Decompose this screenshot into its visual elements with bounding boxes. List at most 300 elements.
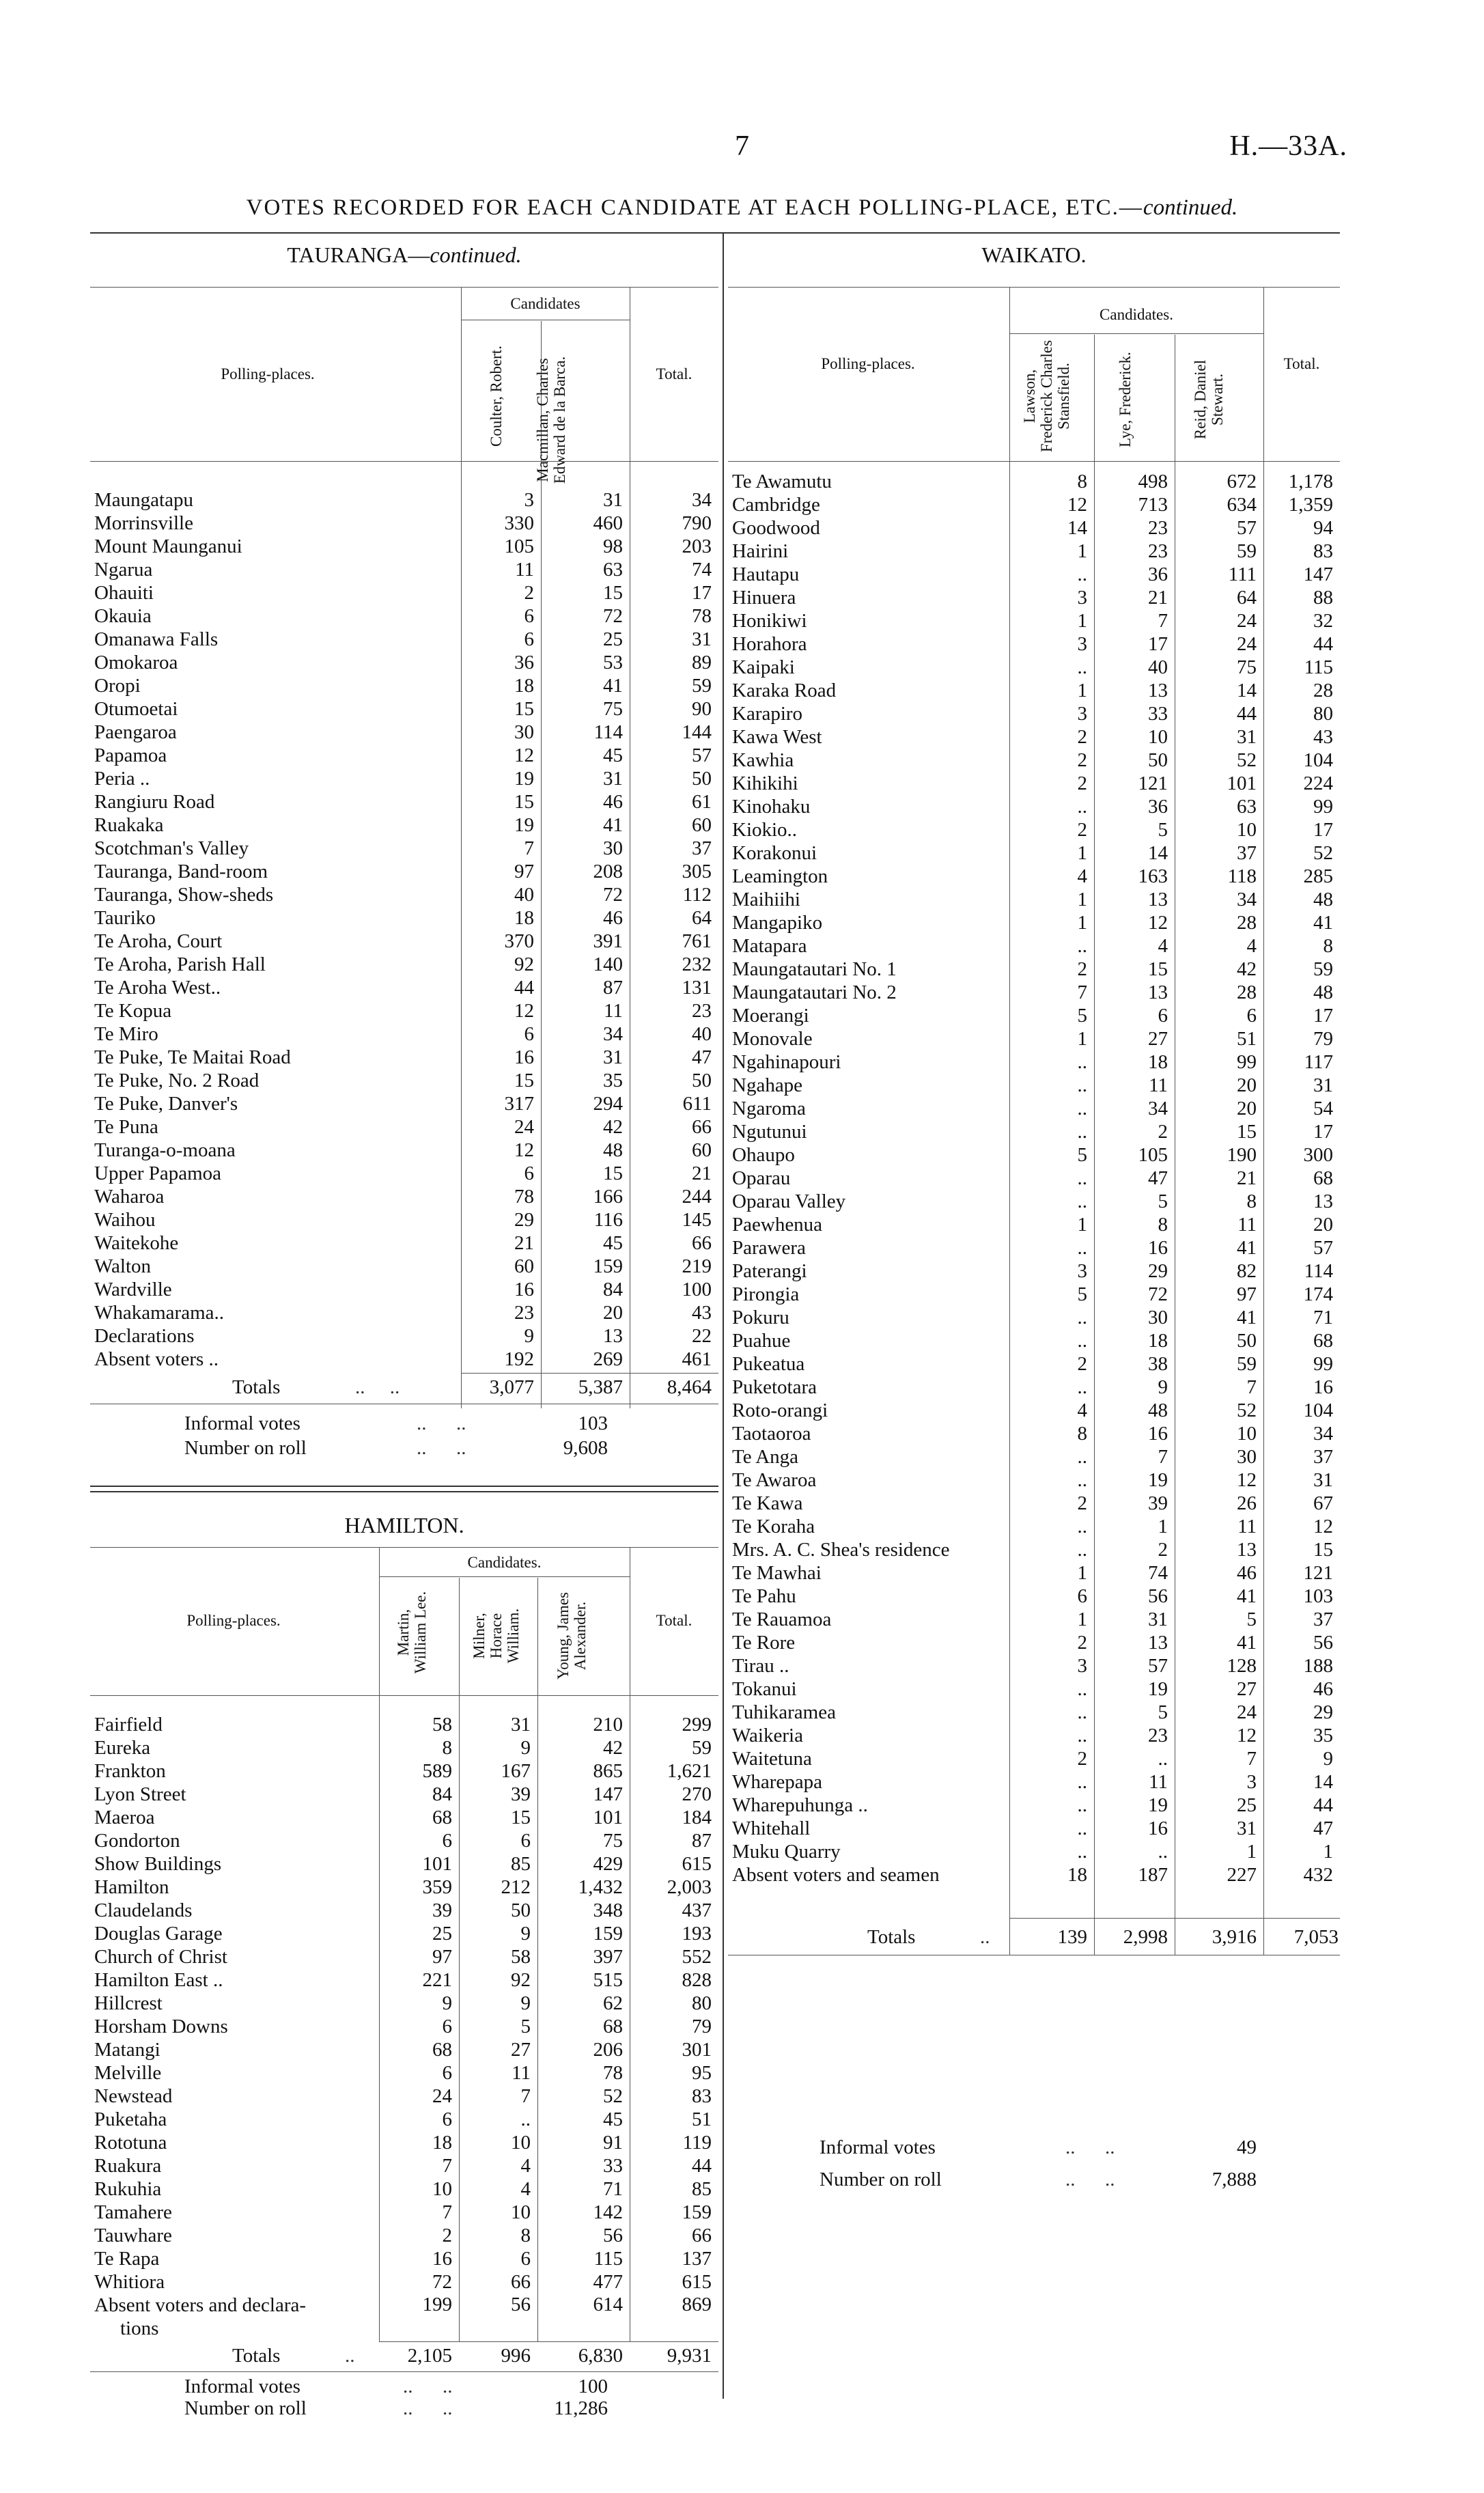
polling-place: Ruakura [94,2155,162,2177]
candidate-votes: 23 [1148,540,1168,562]
candidate-votes: .. [1077,1307,1087,1328]
candidate-votes: 166 [593,1186,623,1208]
row-total: 79 [1313,1028,1333,1050]
table-row [94,2108,718,2131]
table-row [732,1190,1340,1213]
waikato-candidate-3: Reid, Daniel Stewart. [1192,359,1226,440]
table-row [94,488,718,512]
polling-place: Scotchman's Valley [94,837,249,859]
table-row [732,1585,1340,1608]
candidate-votes: 210 [593,1714,623,1736]
candidate-votes: 36 [1148,796,1168,818]
candidate-votes: 75 [603,698,623,720]
candidate-votes: 18 [514,907,534,929]
waikato-informal-value: 49 [1237,2136,1257,2158]
row-total: 615 [682,2271,712,2293]
candidate-votes: 2 [1077,958,1087,980]
candidate-votes: 39 [511,1783,531,1805]
table-row [732,1654,1340,1677]
candidate-votes: 16 [1148,1817,1168,1839]
polling-place: Church of Christ [94,1946,227,1968]
polling-place: Fairfield [94,1714,163,1736]
table-row [94,1185,718,1208]
candidate-votes: 40 [1148,656,1168,678]
candidate-votes: 2 [1077,1353,1087,1375]
candidate-votes: 72 [432,2271,452,2293]
candidate-votes: 31 [603,1046,623,1068]
candidate-votes: .. [1077,1771,1087,1793]
waikato-total-lye: 2,998 [1123,1926,1168,1948]
table-row [732,1608,1340,1631]
row-total: 17 [1313,819,1333,841]
table-row [732,1074,1340,1097]
waikato-candidates-rule [1009,333,1263,334]
row-total: 13 [1313,1190,1333,1212]
candidate-votes: 58 [432,1714,452,1736]
candidate-votes: 47 [1148,1167,1168,1189]
candidate-votes: 33 [1148,703,1168,725]
row-total: 31 [1313,1074,1333,1096]
row-total: 20 [1313,1214,1333,1236]
candidate-votes: 36 [514,652,534,673]
table-row [94,1899,718,1922]
row-total: 43 [692,1302,712,1324]
polling-place: Pokuru [732,1307,789,1328]
hamilton-header-top-rule [90,1547,718,1548]
tauranga-polling-header: Polling-places. [221,365,315,382]
row-total: 88 [1313,587,1333,609]
polling-place: Goodwood [732,517,820,539]
polling-place: Tuhikaramea [732,1701,836,1723]
polling-place: Te Puna [94,1116,158,1138]
candidate-votes: 68 [432,1807,452,1828]
tauranga-informal-dots: .. .. [417,1412,466,1434]
polling-place: Hamilton [94,1876,169,1898]
polling-place: Puketotara [732,1376,817,1398]
row-total: 193 [682,1923,712,1945]
candidate-votes: 5 [520,2016,531,2037]
table-row [94,1115,718,1139]
candidate-votes: 2 [1077,819,1087,841]
polling-place: Te Rauamoa [732,1608,832,1630]
candidate-votes: 429 [593,1853,623,1875]
table-row [732,679,1340,702]
table-row [94,512,718,535]
tauranga-total-macmillan: 5,387 [578,1376,623,1398]
polling-place: Paengaroa [94,721,177,743]
polling-place: Omokaroa [94,652,178,673]
candidate-votes: 2 [1077,1492,1087,1514]
candidate-votes: .. [1158,1748,1168,1770]
table-row [94,1806,718,1829]
table-row [94,2247,718,2270]
candidate-votes: 11 [1237,1214,1257,1236]
hamilton-candidate-1: Martin, William Lee. [395,1591,429,1674]
row-total: 60 [692,814,712,836]
polling-place: Te Anga [732,1446,799,1468]
table-row [732,1097,1340,1120]
candidate-votes: 30 [1237,1446,1257,1468]
table-row [94,2038,718,2061]
row-total: 66 [692,2225,712,2246]
polling-place: Douglas Garage [94,1923,223,1945]
candidate-votes: .. [1077,1841,1087,1863]
candidate-votes: 15 [514,698,534,720]
candidate-votes: 7 [520,2085,531,2107]
hamilton-top-rule-2 [90,1491,718,1492]
table-row [94,1992,718,2015]
candidate-votes: 6 [524,1162,534,1184]
candidate-votes: 10 [1237,1423,1257,1445]
candidate-votes: 18 [432,2132,452,2154]
polling-place: Waitetuna [732,1748,812,1770]
waikato-informal-label: Informal votes [820,2136,936,2158]
candidate-votes: 66 [511,2271,531,2293]
polling-place: Waharoa [94,1186,165,1208]
polling-place: Kiokio.. [732,819,798,841]
candidate-votes: 18 [1067,1864,1087,1886]
polling-place: Hillcrest [94,1992,163,2014]
hamilton-absent-label [94,2294,306,2340]
polling-place: Gondorton [94,1830,180,1852]
candidate-votes: 672 [1227,471,1257,492]
hamilton-roll-label: Number on roll [184,2397,307,2419]
candidate-votes: .. [1077,1121,1087,1143]
candidate-votes: 5 [1246,1608,1257,1630]
candidate-votes: 11 [1149,1074,1168,1096]
polling-place: Puketaha [94,2108,167,2130]
candidate-votes: 105 [504,535,534,557]
polling-place: Oparau Valley [732,1190,846,1212]
candidate-votes: 39 [432,1899,452,1921]
row-total: 68 [1313,1330,1333,1352]
candidate-votes: 28 [1237,981,1257,1003]
page-heading [0,195,1484,221]
candidate-votes: 7 [1077,981,1087,1003]
table-row [94,2085,718,2108]
row-total: 15 [1313,1539,1333,1561]
row-total: 56 [1313,1632,1333,1654]
row-total: 83 [1313,540,1333,562]
table-row [94,721,718,744]
table-row [94,558,718,581]
candidate-votes: 159 [593,1923,623,1945]
candidate-votes: 97 [1237,1283,1257,1305]
candidate-votes: 7 [524,837,534,859]
table-row [732,749,1340,772]
row-total: 78 [692,605,712,627]
hamilton-candidate-3: Young, James Alexander. [555,1591,589,1680]
table-row [732,1050,1340,1074]
table-row [732,1492,1340,1515]
table-row [732,1817,1340,1840]
row-total: 28 [1313,680,1333,701]
candidate-votes: 98 [603,535,623,557]
candidate-votes: 50 [511,1899,531,1921]
polling-place: Upper Papamoa [94,1162,222,1184]
candidate-votes: 92 [511,1969,531,1991]
polling-place: Puahue [732,1330,791,1352]
table-row [732,1840,1340,1863]
polling-place: Tirau .. [732,1655,789,1677]
table-row [732,1631,1340,1654]
candidate-votes: 18 [1148,1330,1168,1352]
row-total: 16 [1313,1376,1333,1398]
row-total: 17 [692,582,712,604]
table-row [94,2177,718,2201]
table-row [732,1677,1340,1701]
candidate-votes: 6 [520,1830,531,1852]
candidate-votes: 498 [1138,471,1168,492]
candidate-votes: 1 [1077,1028,1087,1050]
polling-place: Mangapiko [732,912,823,934]
candidate-votes: .. [1077,563,1087,585]
candidate-votes: 2 [1077,1748,1087,1770]
hamilton-table [94,1713,718,2294]
candidate-votes: 19 [514,814,534,836]
hamilton-absent-milner: 56 [511,2294,531,2315]
table-row [732,1445,1340,1468]
waikato-header-bottom-rule [728,461,1340,462]
row-total: 115 [1304,656,1333,678]
polling-place: Matapara [732,935,807,957]
polling-place: Moerangi [732,1005,809,1027]
polling-place: Omanawa Falls [94,628,219,650]
candidate-votes: 11 [1149,1771,1168,1793]
candidate-votes: 84 [603,1279,623,1300]
candidate-votes: 16 [514,1279,534,1300]
table-row [732,888,1340,911]
candidate-votes: 3 [1077,633,1087,655]
candidate-votes: .. [1077,1725,1087,1746]
row-total: 68 [1313,1167,1333,1189]
waikato-title: WAIKATO. [981,242,1087,267]
candidate-votes: 53 [603,652,623,673]
candidate-votes: 7 [442,2201,452,2223]
candidate-votes: 11 [604,1000,623,1022]
row-total: 95 [692,2062,712,2084]
polling-place: Mrs. A. C. Shea's residence [732,1539,950,1561]
candidate-votes: 8 [1077,471,1087,492]
row-total: 100 [682,1279,712,1300]
hamilton-totals-label: Totals [232,2345,281,2367]
row-total: 44 [1313,1794,1333,1816]
polling-place: Otumoetai [94,698,178,720]
candidate-votes: 24 [1237,633,1257,655]
document-reference: H.—33A. [1229,130,1347,162]
polling-place: Tamahere [94,2201,172,2223]
candidate-votes: 1,432 [578,1876,623,1898]
polling-place: Hairini [732,540,789,562]
hamilton-informal-value: 100 [578,2376,608,2397]
row-total: 219 [682,1255,712,1277]
table-row [732,1422,1340,1445]
candidate-votes: 589 [422,1760,452,1782]
row-total: 1,178 [1288,471,1333,492]
candidate-votes: 33 [603,2155,623,2177]
row-total: 54 [1313,1098,1333,1119]
candidate-votes: 7 [1246,1376,1257,1398]
candidate-votes: 3 [524,489,534,511]
polling-place: Roto-orangi [732,1399,828,1421]
candidate-votes: 294 [593,1093,623,1115]
table-row [732,841,1340,865]
row-total: 94 [1313,517,1333,539]
candidate-votes: 19 [514,768,534,790]
candidate-votes: 16 [432,2248,452,2270]
table-row [732,1747,1340,1770]
candidate-votes: .. [1077,1098,1087,1119]
polling-place: Kawhia [732,749,794,771]
polling-place: Te Awamutu [732,471,832,492]
candidate-votes: 397 [593,1946,623,1968]
candidate-votes: 34 [1148,1098,1168,1119]
row-total: 224 [1303,772,1333,794]
candidate-votes: 24 [1237,610,1257,632]
hamilton-absent-total: 869 [682,2294,712,2315]
table-row [94,837,718,860]
hamilton-title: HAMILTON. [344,1513,464,1537]
row-total: 174 [1303,1283,1333,1305]
candidate-votes: 147 [593,1783,623,1805]
table-row [732,911,1340,934]
candidate-votes: 8 [1158,1214,1168,1236]
table-row [94,860,718,883]
candidate-votes: 865 [593,1760,623,1782]
candidate-votes: 4 [1077,1399,1087,1421]
candidate-votes: 63 [1237,796,1257,818]
candidate-votes: 64 [1237,587,1257,609]
table-row [94,883,718,906]
waikato-table [732,470,1340,1886]
candidate-votes: 72 [1148,1283,1168,1305]
polling-place: Te Rapa [94,2248,160,2270]
waikato-totals-dots: .. [980,1926,990,1948]
hamilton-totals-rule [379,2341,718,2342]
row-total: 437 [682,1899,712,1921]
candidate-votes: 12 [514,744,534,766]
row-total: 41 [1313,912,1333,934]
tauranga-candidate-2: Macmillan, Charles Edward de la Barca. [534,356,568,484]
candidate-votes: 6 [524,1023,534,1045]
table-row [732,1213,1340,1236]
row-total: 1,359 [1288,494,1333,516]
polling-place: Maungatautari No. 2 [732,981,897,1003]
candidate-votes: 101 [1227,772,1257,794]
polling-place: Pukeatua [732,1353,805,1375]
polling-place: Oparau [732,1167,791,1189]
candidate-votes: 5 [1077,1005,1087,1027]
candidate-votes: 163 [1138,865,1168,887]
candidate-votes: .. [1077,1701,1087,1723]
table-row [732,609,1340,632]
candidate-votes: 9 [520,1923,531,1945]
table-row [94,2201,718,2224]
row-total: 67 [1313,1492,1333,1514]
hamilton-total-milner: 996 [501,2345,531,2367]
polling-place: Ngaroma [732,1098,806,1119]
candidate-votes: 12 [1148,912,1168,934]
table-row [94,1713,718,1736]
candidate-votes: 87 [603,977,623,999]
table-row [732,1863,1340,1886]
candidate-votes: 10 [511,2201,531,2223]
table-row [732,1770,1340,1794]
table-row [94,1348,718,1371]
table-row [94,651,718,674]
candidate-votes: 6 [1246,1005,1257,1027]
candidate-votes: 634 [1227,494,1257,516]
candidate-votes: 6 [442,2016,452,2037]
polling-place: Lyon Street [94,1783,186,1805]
tauranga-totals-dots: .. .. [355,1376,400,1398]
polling-place: Te Aroha, Court [94,930,223,952]
candidate-votes: 4 [520,2155,531,2177]
candidate-votes: 78 [603,2062,623,2084]
candidate-votes: 6 [442,2062,452,2084]
candidate-votes: 1 [1077,889,1087,910]
candidate-votes: 4 [1158,935,1168,957]
candidate-votes: .. [1077,1516,1087,1537]
candidate-votes: 370 [504,930,534,952]
row-total: 99 [1313,1353,1333,1375]
candidate-votes: .. [1077,1190,1087,1212]
table-row [732,1352,1340,1376]
row-total: 184 [682,1807,712,1828]
candidate-votes: 11 [1237,1516,1257,1537]
candidate-votes: 116 [593,1209,623,1231]
column-divider [723,234,724,2399]
candidate-votes: 31 [1237,1817,1257,1839]
table-row [94,1324,718,1348]
polling-place: Frankton [94,1760,166,1782]
candidate-votes: 227 [1227,1864,1257,1886]
candidate-votes: .. [1077,1446,1087,1468]
row-total: 1 [1323,1841,1333,1863]
waikato-totals-label: Totals [867,1926,916,1948]
candidate-votes: 19 [1148,1794,1168,1816]
candidate-votes: 128 [1227,1655,1257,1677]
row-total: 14 [1313,1771,1333,1793]
candidate-votes: 3 [1246,1771,1257,1793]
polling-place: Te Kawa [732,1492,803,1514]
polling-place: Paewhenua [732,1214,823,1236]
candidate-votes: 10 [1237,819,1257,841]
candidate-votes: 12 [1237,1725,1257,1746]
polling-place: Waihou [94,1209,156,1231]
candidate-votes: 2 [1158,1121,1168,1143]
candidate-votes: 75 [1237,656,1257,678]
candidate-votes: 23 [1148,1725,1168,1746]
candidate-votes: 317 [504,1093,534,1115]
candidate-votes: 74 [1148,1562,1168,1584]
candidate-votes: 7 [1158,610,1168,632]
hamilton-roll-value: 11,286 [554,2397,608,2419]
candidate-votes: .. [1077,1330,1087,1352]
polling-place: Karapiro [732,703,803,725]
polling-place: Ngarua [94,559,153,581]
candidate-votes: 111 [1228,563,1257,585]
polling-place: Te Aroha West.. [94,977,221,999]
table-row [732,1143,1340,1167]
row-total: 50 [692,1070,712,1091]
candidate-votes: 1 [1158,1516,1168,1537]
row-total: 137 [682,2248,712,2270]
table-row [94,535,718,558]
waikato-total-header: Total. [1283,355,1320,372]
candidate-votes: 5 [1158,1190,1168,1212]
table-row [732,1259,1340,1283]
